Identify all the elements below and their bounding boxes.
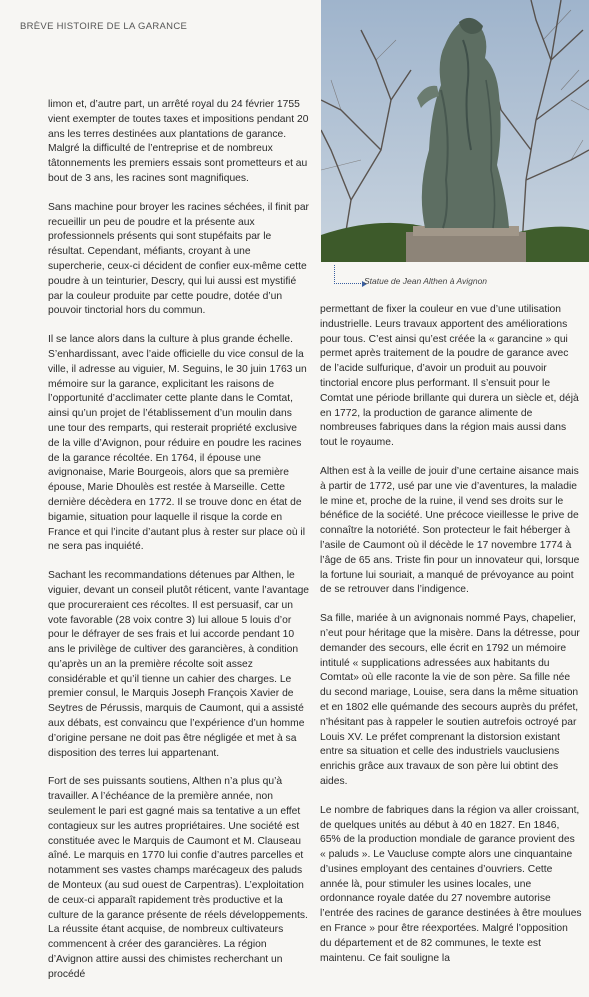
paragraph: Il se lance alors dans la culture à plus grande échelle. S’enhardissant, avec l’aide officielle du vice consul de la ville, il adresse au viguier, M. Seguins, le 30 juin 1763 un mémoire sur la garance, explicitant les raisons de l’opportunité d’acclimater cette plante dans le Comtat, ainsi qu’un projet de l’établissement d’un moulin dans une tour des remparts, qui resterait propriété exclusive de la ville d’Avignon, pour réduire en poudre les racines de la garance récoltée. En 1764, il épouse une avignonaise, Marie Bourgeois, alors que sa première épouse, Marie Dhoulès est restée à Marseille. Cette dernière décèdera en 1772. Il se trouve donc en état de bigamie, situation pour laquelle il risque la corde en France et qui l’incite d’autant plus à rester sur place où il ne sera pas inquiété. bbox=[48, 334, 307, 553]
statue-image bbox=[321, 0, 589, 262]
paragraph: Le nombre de fabriques dans la région va aller croissant, de quelques unités au début à 40 en 1827. En 1846, 65% de la production mondiale de garance provient des « paluds ». Le Vaucluse compte alors une cinquantaine d’usines employant des centaines d’ouvriers. Cette année là, pour stimuler les usines locales, une ordonnance royale datée du 27 novembre autorise l’entrée des racines de garance destinées à être moulues en France » pour être réexportées. Malgré l’opposition du département et de 82 communes, le texte est maintenu. Ce fait souligne la bbox=[320, 804, 582, 964]
paragraph: Sa fille, mariée à un avignonais nommé Pays, chapelier, n’eut pour héritage que la misère. Dans la détresse, pour demander des secours, elle écrit en 1792 un mémoire intitulé « supplications adressées aux habitants du Comtat» où elle raconte la vie de son père. Sa fille née du second mariage, Louise, sera dans la même situation et en 1802 elle quémande des secours auprès du préfet, n’hésitant pas à rappeler le soutien autrefois octroyé par Louis XV. Le préfet comprenant la distorsion existant entre sa situation et celle des industriels vauclusiens enrichis grâce aux travaux de son père lui obtint des aides. bbox=[320, 613, 580, 787]
paragraph: Althen est à la veille de jouir d’une certaine aisance mais à partir de 1772, usé par une vie d’aventures, la maladie le mine et, proche de la ruine, il vend ses droits sur le bénéfice de la société. Une précoce vieillesse le prive de connaître la notoriété. Son protecteur le fait héberger à l’asile de Caumont où il décède le 17 novembre 1774 à l’âge de 65 ans. Triste fin pour un innovateur qui, lorsque la fortune lui souriait, a manqué de prévoyance au point de se retrouver dans l’indigence. bbox=[320, 465, 580, 596]
paragraph: limon et, d’autre part, un arrêté royal du 24 février 1755 vient exempter de toutes taxes et impositions pendant 20 ans les terres destinées aux plantations de garance. Malgré la difficulté de l’entreprise et de nombreux tâtonnements les premiers essais sont prometteurs et au bout de 3 ans, les racines sont magnifiques. bbox=[48, 99, 309, 184]
running-header: BRÈVE HISTOIRE DE LA GARANCE bbox=[20, 21, 188, 32]
paragraph: Sans machine pour broyer les racines séchées, il finit par recueillir un peu de poudre et la présente aux professionnels présents qui sont stupéfaits par le résultat. Cependant, méfiants, croyant à une supercherie, ceux-ci décident de confier eux-même cette poudre à un teinturier, Descry, qui lui aussi est mystifié par la couleur produite par cette poudre, dotée d’un pouvoir tinctorial hors du commun. bbox=[48, 201, 309, 317]
statue-photo bbox=[321, 0, 589, 262]
caption-connector bbox=[334, 265, 363, 284]
photo-caption: Statue de Jean Althen à Avignon bbox=[364, 276, 488, 286]
paragraph: Fort de ses puissants soutiens, Althen n’a plus qu’à travailler. A l’échéance de la première année, non seulement le pari est gagné mais sa tentative a un effet contagieux sur les autres propriétaires. Une société est constituée avec le Marquis de Caumont et M. Clauseau aîné. Le marquis en 1770 lui confie d’autres parcelles et notamment ses vastes champs marécageux des paluds de Monteux (au sud ouest de Carpentras). L’exploitation de ceux-ci apparaît rapidement très productive et la culture de la garance présente de réels développements. La réussite étant acquise, de nombreux cultivateurs commencent à créer des garancières. La région d’Avignon attire aussi des chimistes recherchant un procédé bbox=[48, 776, 308, 980]
right-column bbox=[320, 303, 582, 980]
paragraph: permettant de fixer la couleur en vue d’une utilisation industrielle. Leurs travaux apportent des améliorations pour tous. C’est ainsi qu’est créée la « garancine » qui permet après traitement de la poudre de garance avec de l’acide sulfurique, d’avoir un produit au pouvoir tinctorial encore plus performant. Il s’ensuit pour le Comtat une période brillante qui durera un siècle et, déjà en 1772, la production de garance alimente de nombreuses fabriques dans la région mais aussi dans tout le royaume. bbox=[320, 304, 579, 449]
left-column bbox=[48, 98, 310, 997]
paragraph: Sachant les recommandations détenues par Althen, le viguier, devant un conseil plutôt réticent, vante l’avantage que procureraient ces récoltes. Il est persuasif, car un vote favorable (28 voix contre 3) lui alloue 5 louis d’or pour le défrayer de ses frais et lui accorde pendant 10 ans le privilège de cultiver des garancières, à condition qu’après un an la première récolte soit assez considérable et qu’il tienne un cahier des charges. Le premier consul, le Marquis Joseph François Xavier de Seytres de Pérussis, marquis de Caumont, qui a assisté aux débats, est convaincu que l’expérience d’un homme d’origine persane ne doit pas être négligée et met à sa disposition des terres lui appartenant. bbox=[48, 570, 310, 759]
